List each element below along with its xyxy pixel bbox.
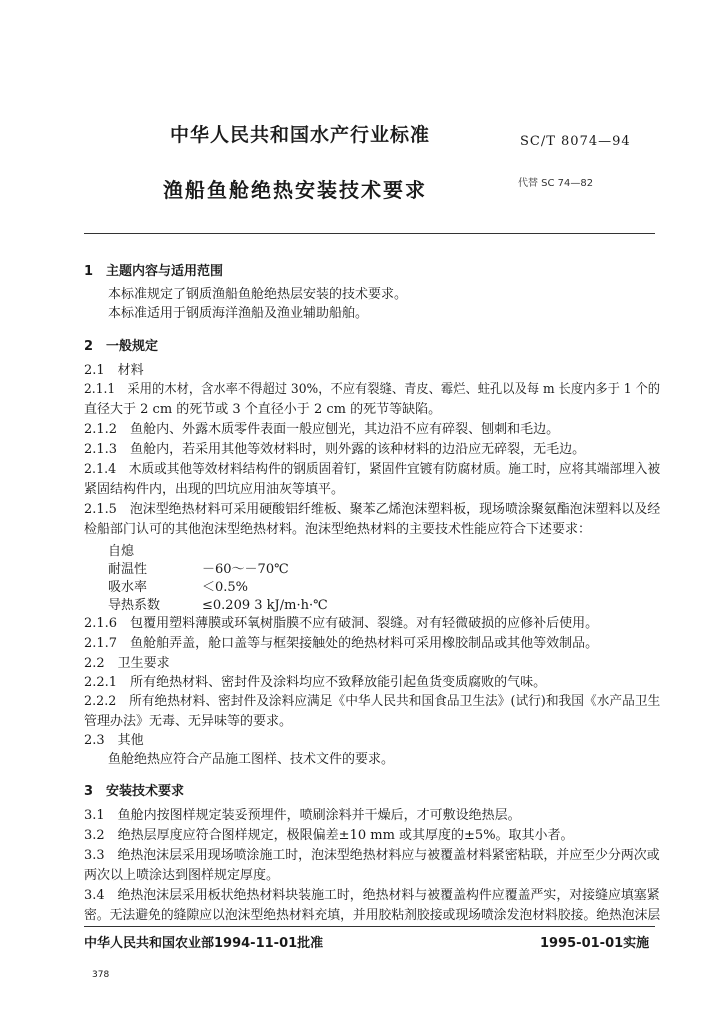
property-row: [108, 558, 289, 577]
clause-2-1-1-line2: 直径大于 2 cm 的死节或 3 个直径小于 2 cm 的死节等缺陷。: [84, 402, 442, 417]
standard-code: SC/T 8074—94: [520, 134, 631, 149]
clause-2-3-paragraph: 鱼舱绝热应符合产品施工图样、技术文件的要求。: [108, 752, 395, 767]
clause-2-1-2: 2.1.2 鱼舱内、外露木质零件表面一般应刨光，其边沿不应有碎裂、刨刺和毛边。: [84, 422, 560, 437]
property-name: 耐温性: [108, 562, 148, 577]
approval-line: 中华人民共和国农业部1994-11-01批准: [84, 936, 324, 951]
clause-2-1-4-line2: 紧固结构件内，出现的凹坑应用油灰等填平。: [84, 482, 345, 497]
property-value: ≤0.209 3 kJ/m·h·℃: [202, 598, 328, 613]
property-value: －60～－70℃: [202, 562, 289, 577]
property-name: 导热系数: [108, 598, 161, 613]
header-divider: [84, 233, 655, 234]
clause-2-3: 2.3 其他: [84, 733, 144, 748]
property-name: 吸水率: [108, 580, 148, 595]
section-1-title: 1 主题内容与适用范围: [84, 264, 224, 279]
document-title: 渔船鱼舱绝热安装技术要求: [163, 178, 427, 202]
clause-2-1-3: 2.1.3 鱼舱内，若采用其他等效材料时，则外露的该种材料的边沿应无碎裂，无毛边。: [84, 442, 586, 457]
section-3-title: 3 安装技术要求: [84, 784, 185, 799]
property-value: ＜0.5%: [202, 580, 249, 595]
clause-2-2-1: 2.2.1 所有绝热材料、密封件及涂料均应不致释放能引起鱼货变质腐败的气味。: [84, 675, 547, 690]
property-row: [108, 576, 248, 595]
section-2-title: 2 一般规定: [84, 339, 159, 354]
property-row: [108, 540, 202, 559]
clause-3-1: 3.1 鱼舱内按图样规定装妥预埋件，喷刷涂料并干燥后，才可敷设绝热层。: [84, 808, 521, 823]
property-name: 自熄: [108, 544, 135, 559]
clause-2-2-2-line2: 管理办法》无毒、无异味等的要求。: [84, 714, 293, 729]
implementation-date: 1995-01-01实施: [540, 936, 650, 951]
clause-3-4-line2: 密。无法避免的缝隙应以泡沫型绝热材料充填，并用胶粘剂胶接或现场喷涂发泡材料胶接。绝热泡沫层: [84, 908, 661, 923]
clause-3-3-line1: 3.3 绝热泡沫层采用现场喷涂施工时，泡沫型绝热材料应与被覆盖材料紧密粘联，并应至少分两次或: [84, 848, 660, 863]
clause-2-1: 2.1 材料: [84, 363, 144, 378]
footer-divider: [84, 926, 655, 927]
page-number: 378: [92, 970, 110, 980]
property-row: [108, 594, 328, 613]
clause-2-1-1-line1: 2.1.1 采用的木材，含水率不得超过 30%，不应有裂缝、青皮、霉烂、蛀孔以及每 m 长度内多于 1 个的: [84, 382, 661, 397]
replaces-note: 代替 SC 74—82: [518, 178, 594, 189]
clause-2-2-2-line1: 2.2.2 所有绝热材料、密封件及涂料应满足《中华人民共和国食品卫生法》(试行)和我国《水产品卫生: [84, 694, 661, 709]
clause-2-1-7: 2.1.7 鱼舱舶弄盖，舱口盖等与框架接触处的绝热材料可采用橡胶制品或其他等效制品。: [84, 636, 599, 651]
clause-2-1-5-line1: 2.1.5 泡沫型绝热材料可采用硬酸铝纤维板、聚苯乙烯泡沫塑料板，现场喷涂聚氨酯泡沫塑料以及经: [84, 502, 661, 517]
clause-2-1-4-line1: 2.1.4 木质或其他等效材料结构件的钢质固着钉，紧固件宜镀有防腐材质。施工时，应将其端部埋入被: [84, 462, 661, 477]
clause-2-1-6: 2.1.6 包覆用塑料薄膜或环氧树脂膜不应有破洞、裂缝。对有轻微破损的应修补后使用。: [84, 616, 599, 631]
clause-2-2: 2.2 卫生要求: [84, 656, 170, 671]
clause-3-3-line2: 两次以上喷涂达到图样规定厚度。: [84, 868, 280, 883]
s1-paragraph-2: 本标准适用于钢质海洋渔船及渔业辅助船舶。: [108, 306, 369, 321]
s1-paragraph-1: 本标准规定了钢质渔船鱼舱绝热层安装的技术要求。: [108, 287, 408, 302]
standard-type-heading: 中华人民共和国水产行业标准: [170, 124, 431, 146]
clause-2-1-5-line2: 检船部门认可的其他泡沫型绝热材料。泡沫型绝热材料的主要技术性能应符合下述要求：: [84, 522, 592, 537]
clause-3-2: 3.2 绝热层厚度应符合图样规定，极限偏差±10 mm 或其厚度的±5%。取其小者。: [84, 828, 574, 843]
clause-3-4-line1: 3.4 绝热泡沫层采用板状绝热材料块装施工时，绝热材料与被覆盖构件应覆盖严实，对接缝应填塞紧: [84, 888, 660, 903]
